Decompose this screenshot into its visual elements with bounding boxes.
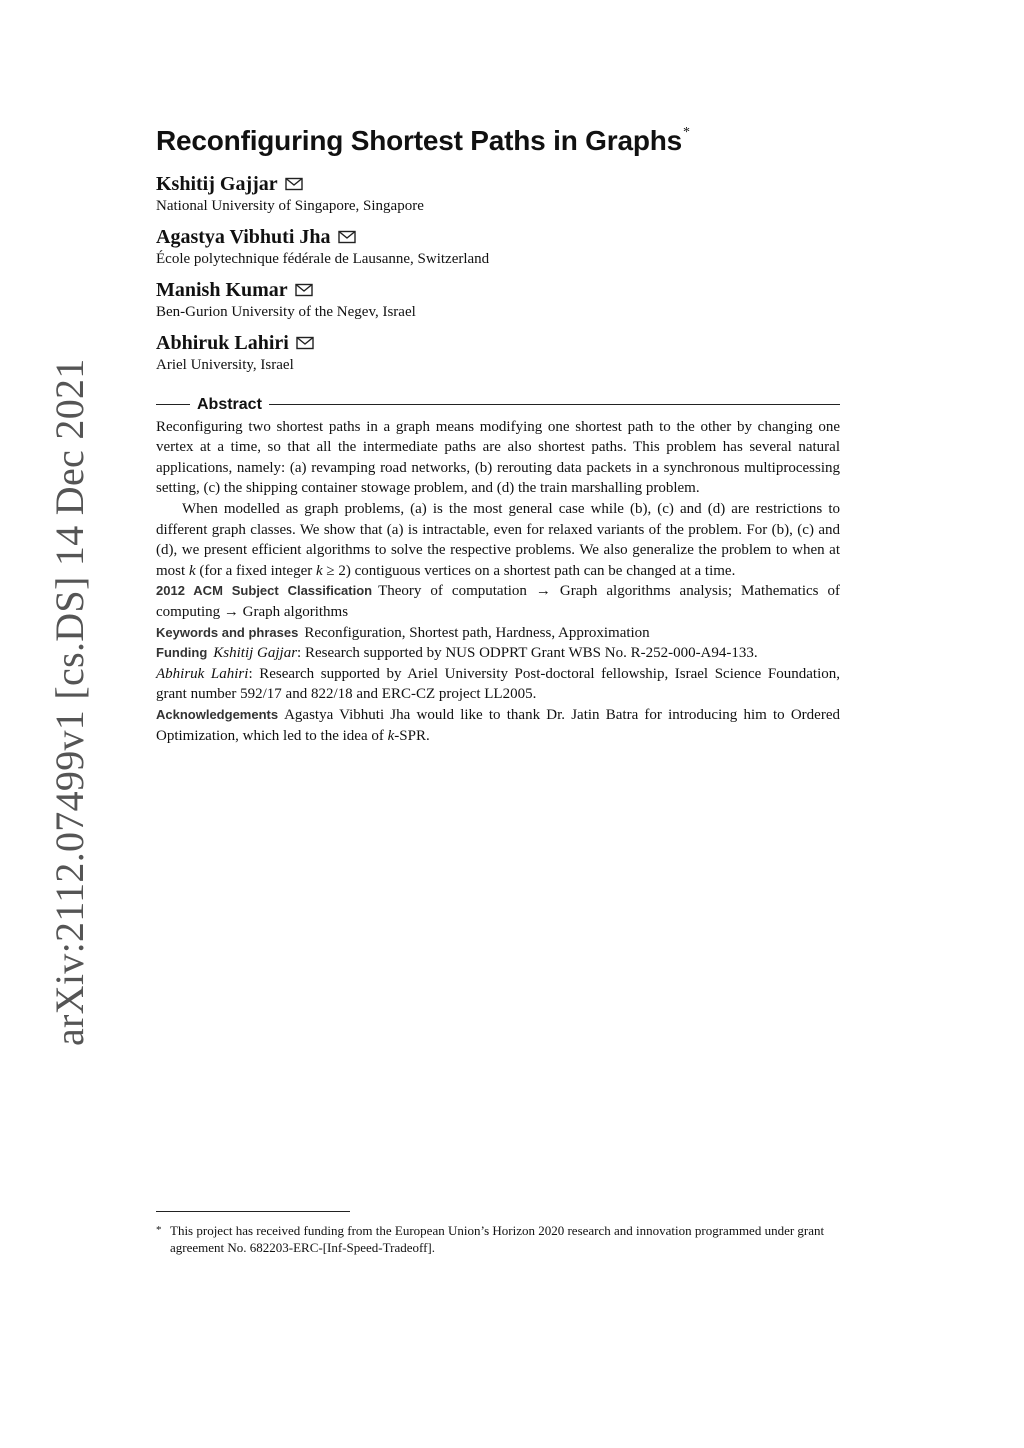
abstract-heading [156,393,840,417]
heading-rule [269,404,840,405]
author-affiliation: National University of Singapore, Singapore [156,197,424,214]
abstract-paragraph-1: Reconfiguring two shortest paths in a graph means modifying one shortest path to the other by changing one vertex at a time, so that all the intermediate paths are also shortest paths. This problem has several natural applications, namely: (a) revamping road networks, (b) rerouting data packets in a synchronous multiprocessing setting, (c) the shipping container stowage problem, and (d) the train marshalling problem. [156,418,840,497]
funding: Funding Kshitij Gajjar: Research supported by NUS ODPRT Grant WBS No. R-252-000-A94-133. Abhiruk Lahiri: Research supported by Ariel University Post-doctoral fellowship, Israel Science Foundation, grant number 592/17 and 822/18 and ERC-CZ project LL2005. [156,645,841,703]
footnote [156,1222,840,1256]
author-name: Kshitij Gajjar [156,172,278,195]
mail-icon[interactable] [296,336,314,350]
acm-label: 2012 ACM Subject Classification [156,583,373,599]
footnote-rule [156,1211,350,1212]
author-block [156,225,840,269]
abstract-paragraph-2: When modelled as graph problems, (a) is the most general case while (b), (c) and (d) are restrictions to different graph classes. We show that (a) is intractable, even for relaxed variants of the problem. For (b), (c) and (d), we present efficient algorithms to solve the respective problems. We also generalize the problem to when at most k (for a fixed integer k ≥ 2) contiguous vertices on a shortest path can be changed at a time. [156,500,840,579]
keywords-label: Keywords and phrases [156,624,299,640]
author-affiliation: Ben-Gurion University of the Negev, Israel [156,303,416,320]
acknowledgements: Acknowledgements Agastya Vibhuti Jha would like to thank Dr. Jatin Batra for introducing him to Ordered Optimization, which led to the idea of k-SPR. [156,706,840,744]
paper-title: Reconfiguring Shortest Paths in Graphs* [156,125,690,156]
author-block [156,278,840,322]
mail-icon[interactable] [338,230,356,244]
footnote-mark: * [156,1224,162,1236]
funding-label: Funding [156,645,208,661]
abstract-label: Abstract [197,395,262,413]
mail-icon[interactable] [295,283,313,297]
author-name: Manish Kumar [156,278,288,301]
acknowledgements-label: Acknowledgements [156,706,279,722]
arxiv-identifier: arXiv:2112.07499v1 [cs.DS] 14 Dec 2021 [47,358,92,1046]
author-name: Abhiruk Lahiri [156,331,289,354]
author-affiliation: Ariel University, Israel [156,356,294,373]
acm-classification: 2012 ACM Subject Classification Theory of computation → Graph algorithms analysis; Mathematics of computing → Graph algorithms [156,583,841,620]
mail-icon[interactable] [285,177,303,191]
author-name: Agastya Vibhuti Jha [156,225,331,248]
footnote-text: This project has received funding from the European Union’s Horizon 2020 research and innovation programmed under grant agreement No. 682203-ERC-[Inf-Speed-Tradeoff]. [170,1223,825,1255]
author-affiliation: École polytechnique fédérale de Lausanne, Switzerland [156,250,490,267]
paper-first-page [156,124,840,746]
heading-rule [156,404,190,405]
keywords: Keywords and phrases Reconfiguration, Shortest path, Hardness, Approximation [156,624,650,641]
title-footnote-mark: * [683,125,690,140]
author-block [156,331,840,375]
author-block [156,172,840,216]
